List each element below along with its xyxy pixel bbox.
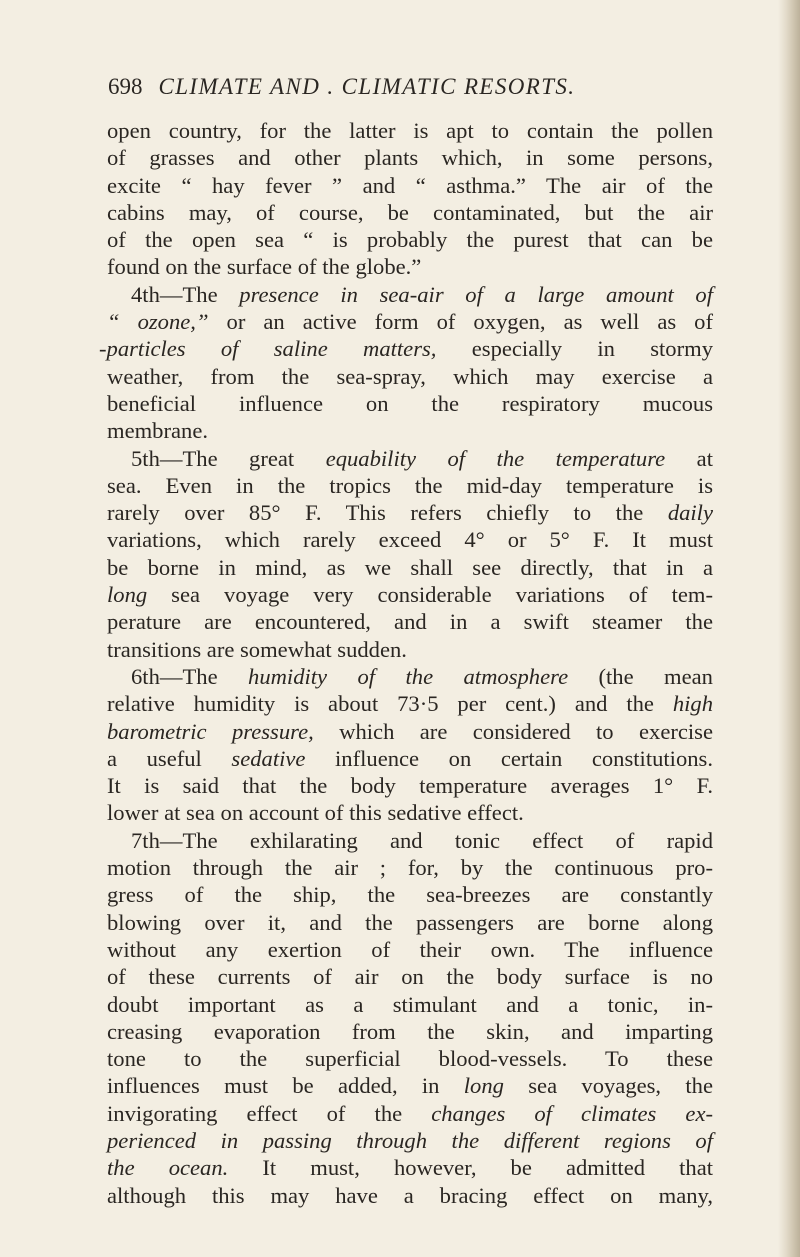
text-line <box>107 1154 713 1181</box>
text-run: weather, from the sea-spray, which may exercise a <box>107 363 713 389</box>
text-run: It is said that the body temperature averages 1° F. <box>107 773 713 799</box>
text-line <box>107 390 713 417</box>
text-run: found on the surface of the globe.” <box>107 254 422 280</box>
text-line <box>99 335 713 362</box>
text-line <box>107 745 713 772</box>
text-run: variations, which rarely exceed 4° or 5° F. It must <box>107 527 713 553</box>
text-line <box>107 554 713 581</box>
text-run: at <box>665 445 713 471</box>
text-run: of these currents of air on the body surface is no <box>107 964 713 990</box>
text-run: although this may have a bracing effect on many, <box>107 1182 713 1208</box>
text-run: high <box>672 691 713 717</box>
text-run: relative humidity is about 73·5 per cent.) and the <box>107 691 673 717</box>
text-line <box>107 608 713 635</box>
text-line <box>107 445 713 472</box>
text-line <box>107 1072 713 1099</box>
text-line <box>107 308 713 335</box>
text-run: 6th—The <box>131 663 249 689</box>
text-run: changes of climates ex- <box>431 1100 713 1126</box>
text-line <box>107 526 713 553</box>
text-line <box>107 1018 713 1045</box>
text-run: sea. Even in the tropics the mid-day temperature is <box>107 472 713 498</box>
text-line <box>107 199 713 226</box>
text-run: influences must be added, in <box>107 1073 464 1099</box>
text-line <box>107 636 713 663</box>
text-run: presence in sea-air of a large amount of <box>239 281 714 307</box>
text-run: transitions are somewhat sudden. <box>107 636 407 662</box>
text-line <box>107 827 713 854</box>
text-run: 4th—The <box>131 281 240 307</box>
text-run: sea voyages, the <box>503 1073 713 1099</box>
text-run: beneficial influence on the respiratory mucous <box>107 390 713 416</box>
text-run: blowing over it, and the passengers are borne along <box>107 909 713 935</box>
page-number: 698 <box>108 74 143 99</box>
text-line <box>107 772 713 799</box>
text-run: “ ozone,” <box>107 309 209 335</box>
text-line <box>107 881 713 908</box>
text-run: membrane. <box>107 418 208 444</box>
text-run: sedative <box>231 745 306 771</box>
text-line <box>107 226 713 253</box>
text-line <box>107 854 713 881</box>
text-run: influence on certain constitutions. <box>305 745 713 771</box>
running-header <box>108 74 708 108</box>
text-run: long <box>463 1073 504 1099</box>
text-run: excite “ hay fever ” and “ asthma.” The air of the <box>107 172 713 198</box>
text-run: of the open sea “ is probably the purest that can be <box>107 227 713 253</box>
text-run: It must, however, be admitted that <box>228 1155 713 1181</box>
text-line <box>107 1045 713 1072</box>
text-run: 7th—The exhilarating and tonic effect of rapid <box>131 827 713 853</box>
text-line <box>107 663 713 690</box>
text-run: motion through the air ; for, by the continuous pro- <box>107 855 713 881</box>
text-run: lower at sea on account of this sedative effect. <box>107 800 524 826</box>
text-run: without any exertion of their own. The influence <box>107 936 713 962</box>
text-line <box>107 799 713 826</box>
text-run: of grasses and other plants which, in some persons, <box>107 145 713 171</box>
text-run: gress of the ship, the sea-breezes are constantly <box>107 882 713 908</box>
text-run: humidity of the atmosphere <box>248 663 569 689</box>
text-line <box>107 1100 713 1127</box>
text-line <box>107 1182 713 1209</box>
text-run: the ocean. <box>107 1155 229 1181</box>
text-line <box>107 144 713 171</box>
text-run: especially in stormy <box>436 336 713 362</box>
text-line <box>107 499 713 526</box>
text-run: or an active form of oxygen, as well as of <box>208 309 713 335</box>
text-run: (the mean <box>568 663 713 689</box>
text-run: cabins may, of course, be contaminated, but the air <box>107 199 713 225</box>
text-run: daily <box>667 500 713 526</box>
text-run: invigorating effect of the <box>107 1100 432 1126</box>
text-line <box>107 417 713 444</box>
text-run: perature are encountered, and in a swift steamer the <box>107 609 713 635</box>
running-title: CLIMATE AND . CLIMATIC RESORTS. <box>158 74 576 99</box>
text-run: doubt important as a stimulant and a tonic, in- <box>107 991 713 1017</box>
text-line <box>107 581 713 608</box>
text-line <box>107 909 713 936</box>
text-run: sea voyage very considerable variations of tem- <box>147 582 713 608</box>
text-line <box>107 718 713 745</box>
text-line <box>107 117 713 144</box>
page-edge-shadow <box>778 0 800 1257</box>
text-run: open country, for the latter is apt to contain the pollen <box>107 118 713 143</box>
text-run: a useful <box>107 745 232 771</box>
text-run: which are considered to exercise <box>313 718 713 744</box>
text-line <box>107 936 713 963</box>
text-run: 5th—The great <box>131 445 326 471</box>
text-run: be borne in mind, as we shall see directly, that in a <box>107 554 713 580</box>
body-text <box>99 117 714 1209</box>
text-line <box>107 281 713 308</box>
text-run: -particles of saline matters, <box>99 336 437 362</box>
text-run: creasing evaporation from the skin, and imparting <box>107 1018 713 1044</box>
text-line <box>107 1127 713 1154</box>
text-line <box>107 172 713 199</box>
text-run: equability of the temperature <box>325 445 666 471</box>
text-run: rarely over 85° F. This refers chiefly to the <box>107 500 668 526</box>
text-run: long <box>107 582 148 608</box>
text-line <box>107 472 713 499</box>
text-line <box>107 253 713 280</box>
text-line <box>107 991 713 1018</box>
text-run: tone to the superficial blood-vessels. To these <box>107 1046 713 1072</box>
text-run: barometric pressure, <box>107 718 314 744</box>
text-line <box>107 363 713 390</box>
text-run: perienced in passing through the different regions of <box>107 1127 713 1153</box>
text-line <box>107 963 713 990</box>
text-line <box>107 690 713 717</box>
